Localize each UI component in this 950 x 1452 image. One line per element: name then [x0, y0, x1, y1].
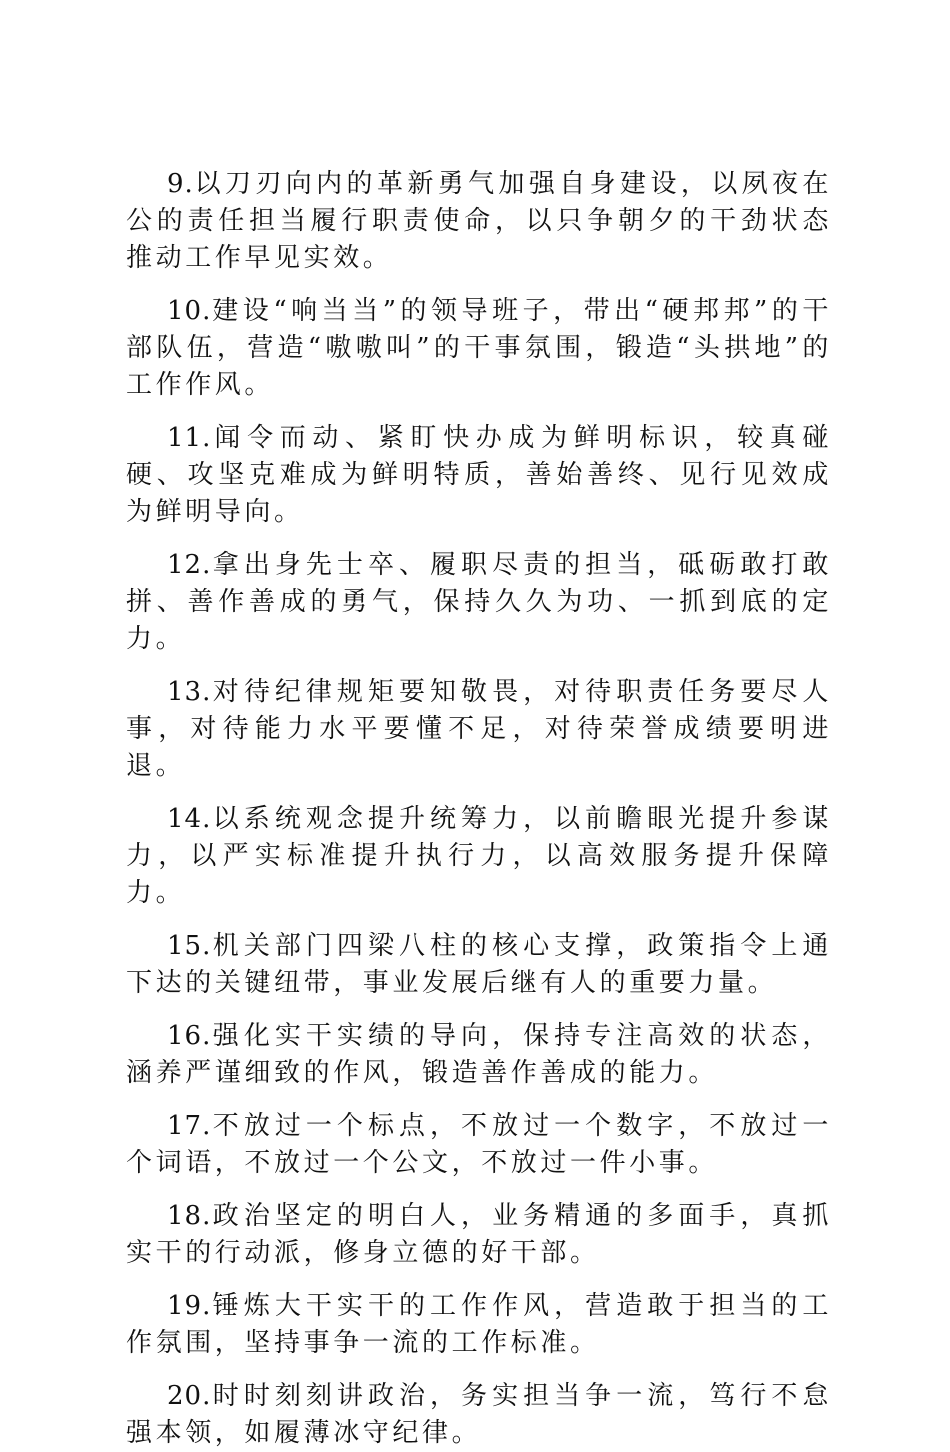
item-text: 闻令而动、紧盯快办成为鲜明标识，较真碰硬、攻坚克难成为鲜明特质，善始善终、见行见效成为鲜明导向。 — [126, 423, 832, 527]
item-text: 不放过一个标点，不放过一个数字，不放过一个词语，不放过一个公文，不放过一件小事。 — [126, 1111, 832, 1178]
list-item — [126, 1378, 832, 1452]
item-number: 19. — [167, 1291, 212, 1321]
list-item — [126, 166, 832, 277]
item-number: 14. — [167, 804, 212, 834]
item-text: 以刀刃向内的革新勇气加强自身建设，以夙夜在公的责任担当履行职责使命，以只争朝夕的干劲状态推动工作早见实效。 — [126, 169, 832, 273]
item-number: 9. — [167, 169, 194, 199]
list-item — [126, 1108, 832, 1182]
list-item — [126, 1288, 832, 1362]
item-number: 10. — [167, 296, 212, 326]
list-item — [126, 1198, 832, 1272]
item-number: 15. — [167, 931, 212, 961]
item-number: 13. — [167, 677, 212, 707]
item-number: 20. — [167, 1381, 212, 1411]
item-number: 11. — [167, 423, 212, 453]
item-text: 以系统观念提升统筹力，以前瞻眼光提升参谋力，以严实标准提升执行力，以高效服务提升保障力。 — [126, 804, 832, 908]
item-number: 12. — [167, 550, 212, 580]
item-text: 时时刻刻讲政治，务实担当争一流，笃行不怠强本领，如履薄冰守纪律。 — [126, 1381, 832, 1448]
item-number: 16. — [167, 1021, 212, 1051]
item-text: 强化实干实绩的导向，保持专注高效的状态，涵养严谨细致的作风，锻造善作善成的能力。 — [126, 1021, 832, 1088]
item-text: 机关部门四梁八柱的核心支撑，政策指令上通下达的关键纽带，事业发展后继有人的重要力量。 — [126, 931, 832, 998]
item-number: 17. — [167, 1111, 212, 1141]
item-text: 对待纪律规矩要知敬畏，对待职责任务要尽人事，对待能力水平要懂不足，对待荣誉成绩要明进退。 — [126, 677, 832, 781]
item-text: 政治坚定的明白人，业务精通的多面手，真抓实干的行动派，修身立德的好干部。 — [126, 1201, 832, 1268]
document-body — [126, 166, 832, 1452]
item-text: 锤炼大干实干的工作作风，营造敢于担当的工作氛围，坚持事争一流的工作标准。 — [126, 1291, 832, 1358]
item-text: 拿出身先士卒、履职尽责的担当，砥砺敢打敢拼、善作善成的勇气，保持久久为功、一抓到底的定力。 — [126, 550, 832, 654]
item-text: 建设“响当当”的领导班子，带出“硬邦邦”的干部队伍，营造“嗷嗷叫”的干事氛围，锻造“头拱地”的工作作风。 — [126, 296, 832, 400]
list-item — [126, 420, 832, 531]
list-item — [126, 928, 832, 1002]
list-item — [126, 801, 832, 912]
list-item — [126, 547, 832, 658]
list-item — [126, 674, 832, 785]
list-item — [126, 1018, 832, 1092]
list-item — [126, 293, 832, 404]
item-number: 18. — [167, 1201, 212, 1231]
